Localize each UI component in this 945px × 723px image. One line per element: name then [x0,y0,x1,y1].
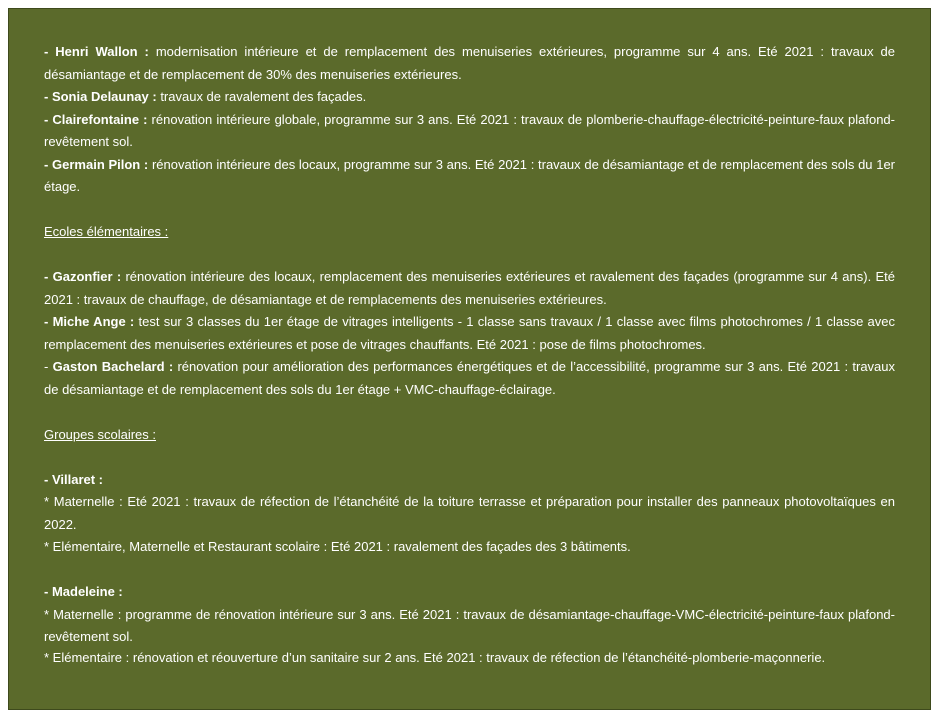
college-clairefontaine [44,109,895,154]
school-gazonfier [44,266,895,311]
group-madeleine-line: * Elémentaire : rénovation et réouverture d’un sanitaire sur 2 ans. Eté 2021 : travaux de réfection de l’étanchéité-plomberie-maçonnerie. [44,649,826,665]
group-madeleine-line: * Maternelle : programme de rénovation intérieure sur 3 ans. Eté 2021 : travaux de désamiantage-chauffage-VMC-électricité-peinture-faux plafond-revêtement sol. [44,606,895,644]
school-description: rénovation pour amélioration des performances énergétiques et de l’accessibilité, programme sur 3 ans. Eté 2021 : travaux de désamiantage et de remplacement des sols du 1er étage + VMC-chauffage-éclairage. [44,359,896,397]
group-villaret-title: - Villaret : [44,471,104,487]
school-description: rénovation intérieure des locaux, programme sur 3 ans. Eté 2021 : travaux de désamiantage et de remplacement des sols du 1er étage. [44,156,896,194]
group-villaret-line: * Maternelle : Eté 2021 : travaux de réfection de l’étanchéité de la toiture terrasse et préparation pour installer des panneaux photovoltaïques en 2022. [44,494,895,532]
school-name: - Henri Wallon : [44,44,149,59]
school-gaston-bachelard [44,356,895,401]
school-name: - Germain Pilon : [44,156,149,172]
school-prefix: - [44,359,53,374]
group-villaret-line: * Elémentaire, Maternelle et Restaurant scolaire : Eté 2021 : ravalement des façades des 3 bâtiments. [44,539,631,554]
document-panel [8,8,931,710]
elementary-heading: Ecoles élémentaires : [44,224,169,239]
group-madeleine-title: - Madeleine : [44,584,123,599]
school-description: rénovation intérieure des locaux, remplacement des menuiseries extérieures et ravalement des façades (programme sur 4 ans). Eté 2021 : travaux de chauffage, de désamiantage et de remplacements des menuiseries extérieures. [44,269,895,307]
school-name: - Sonia Delaunay : [44,89,157,104]
college-sonia-delaunay [44,86,895,109]
school-name: - Miche Ange : [44,314,135,329]
college-henri-wallon [44,41,895,86]
school-description: test sur 3 classes du 1er étage de vitrages intelligents - 1 classe sans travaux / 1 classe avec films photochromes / 1 classe avec remplacement des menuiseries extérieures et pose de vitrages chauffants. Eté 2021 : pose de films photochromes. [44,314,895,352]
school-description: modernisation intérieure et de remplacement des menuiseries extérieures, programme sur 4 ans. Eté 2021 : travaux de désamiantage et de remplacement de 30% des menuiseries extérieures. [44,44,895,82]
school-name: - Gazonfier : [44,269,122,284]
school-name: Gaston Bachelard : [52,359,174,374]
school-miche-ange [44,311,895,356]
school-description: rénovation intérieure globale, programme sur 3 ans. Eté 2021 : travaux de plomberie-chauffage-électricité-peinture-faux plafond-revêtement sol. [44,111,895,149]
groups-heading: Groupes scolaires : [44,426,156,442]
school-description: travaux de ravalement des façades. [156,89,367,104]
college-germain-pilon [44,154,895,199]
school-name: - Clairefontaine : [44,111,148,127]
